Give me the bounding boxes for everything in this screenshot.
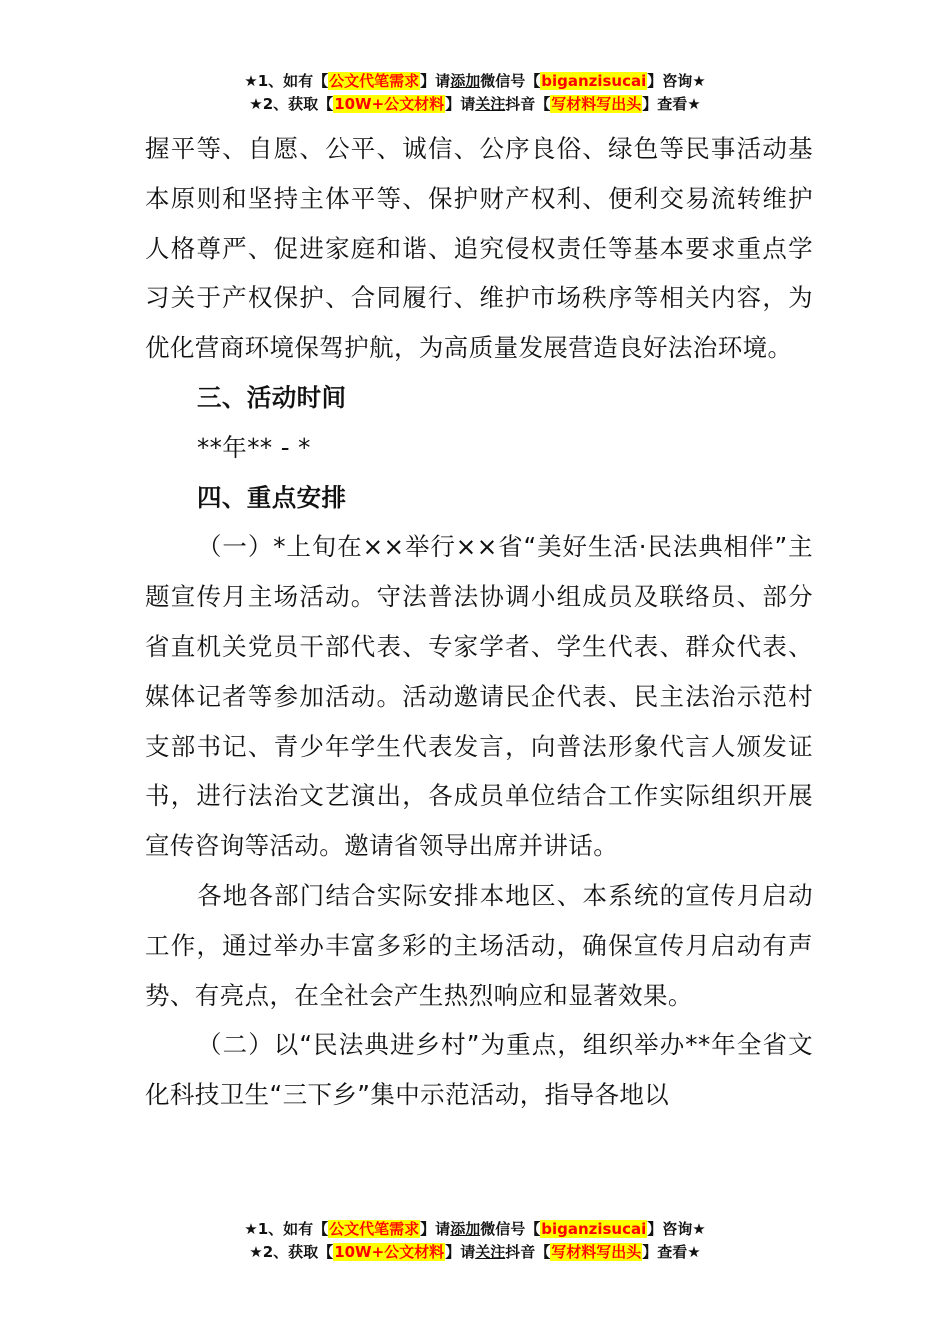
paragraph-arrangement-2: （二）以“民法典进乡村”为重点，组织举办**年全省文化科技卫生“三下乡”集中示范活动，指导各地以 bbox=[145, 1030, 813, 1110]
promo-text: 】查看★ bbox=[642, 1243, 701, 1261]
promo-text: 】请 bbox=[420, 72, 451, 90]
promo-underlined: 关注 bbox=[475, 95, 506, 113]
promo-text: 】请 bbox=[445, 1243, 476, 1261]
promo-text: ★1、如有【 bbox=[244, 1220, 329, 1238]
promo-text: 】咨询★ bbox=[647, 72, 706, 90]
promo-text: ★2、获取【 bbox=[249, 1243, 334, 1261]
promo-text: 抖音【 bbox=[505, 1243, 551, 1261]
promo-highlight: 10W+公文材料 bbox=[334, 1243, 445, 1261]
promo-text: 抖音【 bbox=[505, 95, 551, 113]
paragraph-local-departments: 各地各部门结合实际安排本地区、本系统的宣传月启动工作，通过举办丰富多彩的主场活动，确保宣传月启动有声势、有亮点，在全社会产生热烈响应和显著效果。 bbox=[145, 880, 813, 1010]
promo-highlight: 写材料写出头 bbox=[551, 95, 642, 113]
promo-text: ★1、如有【 bbox=[244, 72, 329, 90]
promo-line-1 bbox=[0, 1218, 950, 1241]
promo-notice-top bbox=[0, 70, 950, 116]
promo-notice-bottom bbox=[0, 1218, 950, 1264]
promo-text: 】咨询★ bbox=[647, 1220, 706, 1238]
promo-highlight: 公文代笔需求 bbox=[329, 1220, 420, 1238]
promo-line-1 bbox=[0, 70, 950, 93]
promo-highlight: 写材料写出头 bbox=[551, 1243, 642, 1261]
promo-highlight: 公文代笔需求 bbox=[329, 72, 420, 90]
paragraph-intro-continued: 握平等、自愿、公平、诚信、公序良俗、绿色等民事活动基本原则和坚持主体平等、保护财产权利、便利交易流转维护人格尊严、促进家庭和谐、追究侵权责任等基本要求重点学习关于产权保护、合同履行、维护市场秩序等相关内容，为优化营商环境保驾护航，为高质量发展营造良好法治环境。 bbox=[145, 134, 813, 363]
promo-underlined: 关注 bbox=[475, 1243, 506, 1261]
promo-text: 微信号【 bbox=[480, 72, 541, 90]
promo-underlined: 添加 bbox=[450, 1220, 481, 1238]
promo-highlight: biganzisucai bbox=[541, 1220, 647, 1238]
document-body bbox=[145, 124, 813, 1120]
promo-highlight: 10W+公文材料 bbox=[334, 95, 445, 113]
promo-text: 】请 bbox=[445, 95, 476, 113]
promo-line-2 bbox=[0, 1241, 950, 1264]
activity-time-text: **年** - * bbox=[197, 432, 311, 462]
paragraph-arrangement-1: （一）*上旬在××举行××省“美好生活·民法典相伴”主题宣传月主场活动。守法普法协调小组成员及联络员、部分省直机关党员干部代表、专家学者、学生代表、群众代表、媒体记者等参加活动。活动邀请民企代表、民主法治示范村支部书记、青少年学生代表发言，向普法形象代言人颁发证书，进行法治文艺演出，各成员单位结合工作实际组织开展宣传咨询等活动。邀请省领导出席并讲话。 bbox=[145, 532, 813, 861]
section-heading-arrangements: 四、重点安排 bbox=[197, 482, 347, 512]
promo-underlined: 添加 bbox=[450, 72, 481, 90]
section-heading-time: 三、活动时间 bbox=[197, 382, 347, 412]
promo-text: ★2、获取【 bbox=[249, 95, 334, 113]
promo-text: 】查看★ bbox=[642, 95, 701, 113]
promo-text: 】请 bbox=[420, 1220, 451, 1238]
promo-highlight: biganzisucai bbox=[541, 72, 647, 90]
promo-line-2 bbox=[0, 93, 950, 116]
promo-text: 微信号【 bbox=[480, 1220, 541, 1238]
